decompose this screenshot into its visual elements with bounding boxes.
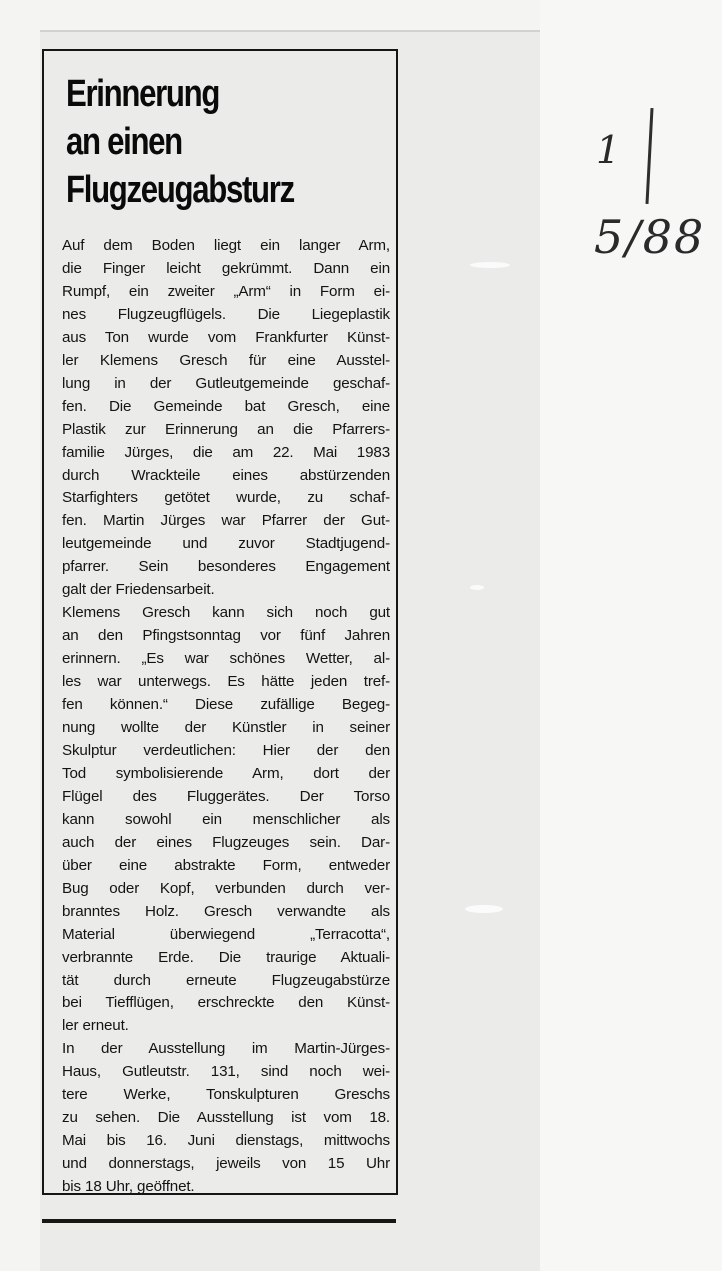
article-line: Haus, Gutleutstr. 131, sind noch wei-	[62, 1063, 390, 1081]
article-line: Auf dem Boden liegt ein langer Arm,	[62, 237, 390, 254]
article-line: pfarrer. Sein besonderes Engagement	[62, 558, 390, 576]
article-line: tere Werke, Tonskulpturen Greschs	[62, 1086, 390, 1104]
article-line: auch der eines Flugzeuges sein. Dar-	[62, 833, 390, 851]
article-line: fen. Die Gemeinde bat Gresch, eine	[62, 397, 390, 415]
article-line: verbrannte Erde. Die traurige Aktuali-	[62, 948, 390, 966]
article-line: In der Ausstellung im Martin-Jürges-	[62, 1040, 390, 1058]
article-line: über eine abstrakte Form, entweder	[62, 856, 390, 874]
article-line: galt der Friedensarbeit.	[62, 581, 215, 599]
article-line: aus Ton wurde vom Frankfurter Künst-	[62, 328, 390, 346]
article-headline	[66, 70, 328, 214]
headline-line-2: an einen	[66, 121, 182, 163]
clipping-top-edge	[40, 30, 540, 32]
article-line: Klemens Gresch kann sich noch gut	[62, 604, 390, 622]
scan-speck	[470, 585, 484, 590]
article-line: fen. Martin Jürges war Pfarrer der Gut-	[62, 512, 390, 530]
handwritten-number: 1	[596, 128, 621, 172]
article-line: durch Wrackteile eines abstürzenden	[62, 466, 390, 484]
article-line: Bug oder Kopf, verbunden durch ver-	[62, 879, 390, 897]
article-line: familie Jürges, die am 22. Mai 1983	[62, 443, 390, 461]
article-line: erinnern. „Es war schönes Wetter, al-	[62, 650, 390, 668]
mounting-sheet	[540, 0, 722, 1271]
article-line: les war unterwegs. Es hätte jeden tref-	[62, 673, 390, 691]
article-line: an den Pfingstsonntag vor fünf Jahren	[62, 627, 390, 645]
headline-line-3: Flugzeugabsturz	[66, 169, 294, 211]
article-line: zu sehen. Die Ausstellung ist vom 18.	[62, 1109, 390, 1127]
article-body	[62, 235, 390, 1199]
article-line: kann sowohl ein menschlicher als	[62, 810, 390, 828]
article-line: bei Tiefflügen, erschreckte den Künst-	[62, 994, 390, 1012]
article-line: Starfighters getötet wurde, zu schaf-	[62, 489, 390, 507]
article-line: Material überwiegend „Terracotta“,	[62, 925, 390, 943]
article-line: Tod symbolisierende Arm, dort der	[62, 764, 390, 782]
headline-line-1: Erinnerung	[66, 73, 220, 115]
article-line: Mai bis 16. Juni dienstags, mittwochs	[62, 1132, 390, 1150]
handwritten-date: 5/88	[594, 210, 706, 264]
article-line: nes Flugzeugflügels. Die Liegeplastik	[62, 305, 390, 323]
article-line: die Finger leicht gekrümmt. Dann ein	[62, 259, 390, 277]
bottom-rule	[42, 1219, 396, 1223]
article-line: branntes Holz. Gresch verwandte als	[62, 902, 390, 920]
article-line: Rumpf, ein zweiter „Arm“ in Form ei-	[62, 282, 390, 300]
article-line: ler Klemens Gresch für eine Ausstel-	[62, 351, 390, 369]
article-line: und donnerstags, jeweils von 15 Uhr	[62, 1155, 390, 1173]
article-line: lung in der Gutleutgemeinde geschaf-	[62, 374, 390, 392]
article-line: nung wollte der Künstler in seiner	[62, 719, 390, 737]
article-line: bis 18 Uhr, geöffnet.	[62, 1178, 195, 1196]
article-line: fen können.“ Diese zufällige Begeg-	[62, 696, 390, 714]
scan-speck	[465, 905, 503, 913]
article-line: Plastik zur Erinnerung an die Pfarrers-	[62, 420, 390, 438]
scan-speck	[470, 262, 510, 268]
article-line: ler erneut.	[62, 1017, 129, 1035]
article-line: Flügel des Fluggerätes. Der Torso	[62, 787, 390, 805]
article-line: tät durch erneute Flugzeugabstürze	[62, 971, 390, 989]
article-line: leutgemeinde und zuvor Stadtjugend-	[62, 535, 390, 553]
article-line: Skulptur verdeutlichen: Hier der den	[62, 741, 390, 759]
